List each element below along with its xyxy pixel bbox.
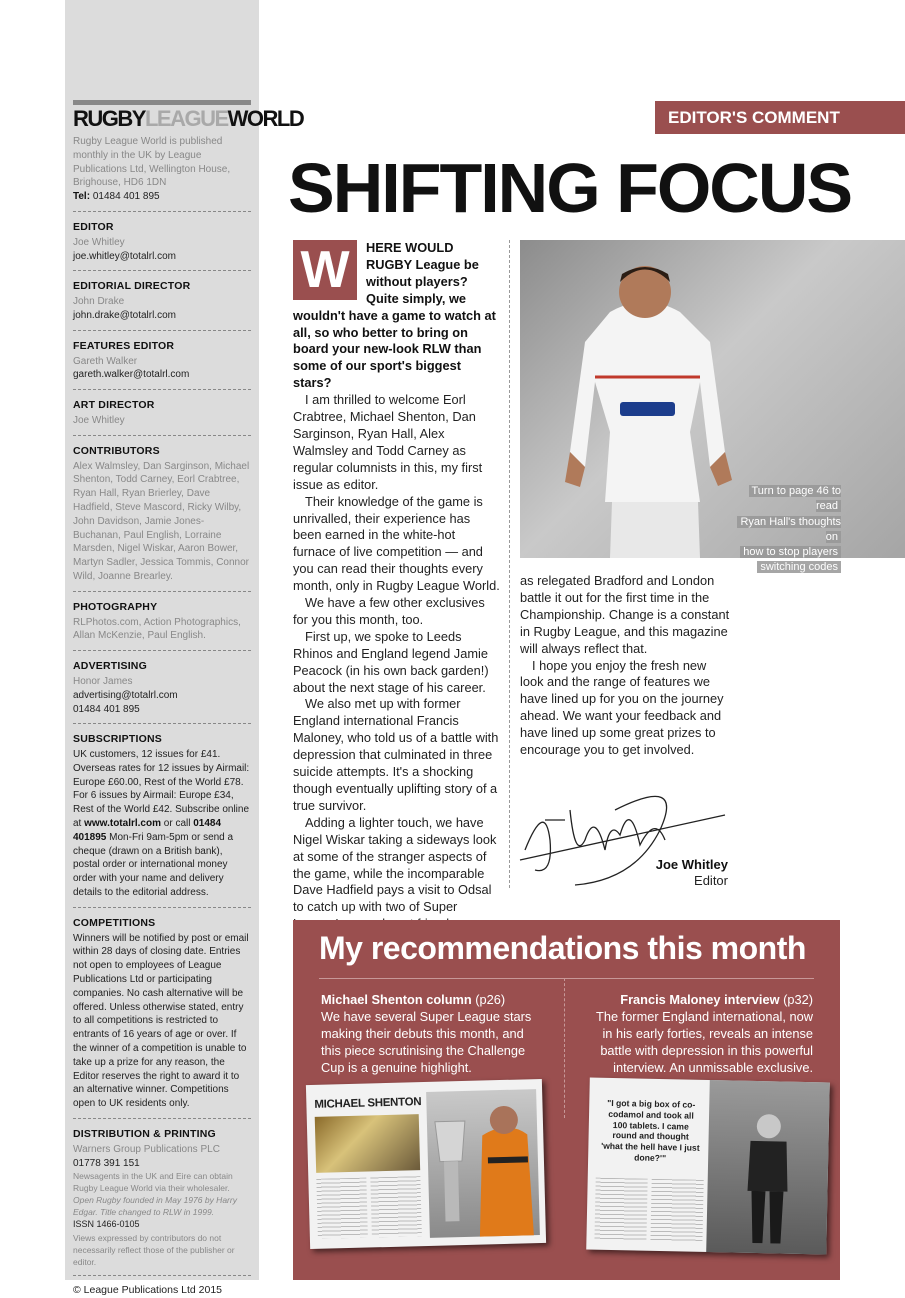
contributors-heading: CONTRIBUTORS [73, 444, 160, 457]
editor-email[interactable]: joe.whitley@totalrl.com [73, 250, 176, 262]
distribution-heading: DISTRIBUTION & PRINTING [73, 1128, 216, 1141]
subscription-website[interactable]: www.totalrl.com [84, 818, 161, 830]
magazine-logo: RUGBYLEAGUEWORLD [73, 100, 251, 130]
editor-section [73, 212, 251, 271]
advertising-name: Honor James [73, 675, 133, 687]
article-paragraph: We also met up with former England international Francis Maloney, who told us of a battle with depression that culminated in three suicide attempts. It's a shocking though eventually uplifting story of a true survivor. [293, 696, 499, 813]
recommendation-heading: Michael Shenton column [321, 992, 472, 1007]
text-columns [370, 1176, 422, 1237]
article-paragraph: Adding a lighter touch, we have Nigel Wiskar taking a sideways look at some of the stranger aspects of the game, while the incomparable Dave Hadfield pays a visit to Odsal to catch up with two of Super [293, 814, 497, 915]
drop-cap: W [293, 240, 357, 300]
crowd-photo [315, 1114, 420, 1173]
photography-section [73, 592, 251, 651]
publisher-info [73, 130, 251, 212]
maloney-photo [706, 1080, 830, 1254]
subscriptions-text: UK customers, 12 issues for £41. Overseas rates for 12 issues by Airmail: Europe £60.00, Rest of the World £78. For 6 issues by Airmail: Europe £34, Rest of the World £42. Subscribe online at www.totalrl.com or call 01484 401895 Mon-Fri 9am-5pm or send a cheque (drawn on a British bank), postal order or international money order with your name and delivery details to the editorial address. [73, 749, 250, 899]
article-paragraph: as relegated Bradford and London battle it out for the first time in the Championship. Change is a constant in Rugby League, and this magazine will always reflect that. [520, 573, 730, 656]
shenton-spread-thumbnail [306, 1079, 546, 1249]
features-editor-section [73, 331, 251, 390]
article-paragraph: I am thrilled to welcome Eorl Crabtree, Michael Shenton, Dan Sarginson, Ryan Hall, Alex Walmsley and Todd Carney as regular columnists in this, my first issue as editor. [293, 392, 483, 492]
recommendation-heading: Francis Maloney interview [620, 992, 780, 1007]
article-column-1 [293, 240, 501, 933]
photography-heading: PHOTOGRAPHY [73, 600, 158, 613]
subscriptions-heading: SUBSCRIPTIONS [73, 733, 162, 746]
article-lead: HERE WOULD RUGBY League be without players? Quite simply, we wouldn't have a game to watch at all, so who better to bring on board your new-look RLW than some of our sport's biggest stars? [293, 240, 496, 391]
advertising-section [73, 651, 251, 724]
player-trophy-illustration [426, 1089, 540, 1238]
article-paragraph: We have a few other exclusives for you this month, too. [293, 595, 485, 627]
text-columns [650, 1179, 703, 1242]
disclaimer: Views expressed by contributors do not necessarily reflect those of the publisher or editor. [73, 1233, 235, 1268]
newsagent-note: Newsagents in the UK and Eire can obtain Rugby League World via their wholesaler. [73, 1171, 233, 1194]
competitions-text: Winners will be notified by post or email within 28 days of closing date. Entries not open to employees of League Publications Ltd or participating companies. No cash alternative will be offered. Unless otherwise stated, entry to all competitions is restricted to entrants of 16 years of age or over. If the winner of a competition is unable to take up a prize for any reason, the Editor reserves the right to award it to an alternative winner. Competitions open to UK residents only. [73, 932, 249, 1110]
features-editor-email[interactable]: gareth.walker@totalrl.com [73, 369, 190, 381]
features-editor-name: Gareth Walker [73, 355, 138, 367]
player-trophy-photo [426, 1089, 540, 1238]
recommendation-text: We have several Super League stars making their debuts this month, and this piece scrutinising the Challenge Cup is a genuine highlight. [321, 1008, 532, 1075]
signature-title: Editor [694, 873, 728, 888]
signature-name: Joe Whitley [655, 857, 728, 872]
recommendation-left [321, 992, 539, 1077]
art-director-name: Joe Whitley [73, 414, 125, 426]
competitions-heading: COMPETITIONS [73, 916, 156, 929]
recommendation-page: (p32) [783, 992, 813, 1007]
spread-title: MICHAEL SHENTON [314, 1096, 422, 1111]
recommendation-right [585, 992, 813, 1077]
printer-name: Warners Group Publications PLC [73, 1143, 220, 1155]
publisher-intro: Rugby League World is published monthly in the UK by League Publications Ltd, Wellington House, Brighouse, HD6 1DN [73, 136, 231, 189]
tel-number: 01484 401 895 [92, 191, 160, 203]
player-illustration [550, 252, 740, 558]
maloney-spread-thumbnail [586, 1078, 830, 1255]
article-paragraph: First up, we spoke to Leeds Rhinos and England legend Jamie Peacock (in his own back garden!) about the next stage of his career. [293, 628, 489, 695]
features-editor-heading: FEATURES EDITOR [73, 339, 175, 352]
printer-phone: 01778 391 151 [73, 1157, 140, 1169]
article-paragraph: Their knowledge of the game is unrivalled, their experience has been earned in the white-hot furnace of live competition — and you can read their thoughts every month, only in Rugby League World. [293, 493, 500, 594]
advertising-phone: 01484 401 895 [73, 703, 140, 715]
article-paragraph: I hope you enjoy the fresh new look and the range of features we have lined up for you on the journey ahead. We want your feedback and have lined up some great prizes to encourage you to get involved. [520, 657, 724, 758]
editorial-director-section [73, 271, 251, 330]
editorial-director-heading: EDITORIAL DIRECTOR [73, 280, 191, 293]
maloney-illustration [706, 1080, 830, 1254]
advertising-heading: ADVERTISING [73, 660, 147, 673]
tel-label: Tel: [73, 191, 91, 203]
column-divider [509, 240, 510, 888]
spread-quote: "I got a big box of co-codamol and took all 100 tablets. I came round and thought 'what the hell have I just done?'" [601, 1097, 700, 1164]
section-label: EDITOR'S COMMENT [655, 101, 905, 134]
copyright: © League Publications Ltd 2015 [73, 1284, 223, 1297]
editor-heading: EDITOR [73, 220, 114, 233]
subscriptions-section [73, 724, 251, 908]
player-photo [520, 240, 905, 574]
signature-block [640, 857, 728, 889]
issn: ISSN 1466-0105 [73, 1219, 140, 1230]
recommendations-divider [564, 978, 565, 1118]
recommendations-rule [319, 978, 814, 979]
photo-caption: Turn to page 46 to read Ryan Hall's thoughts on how to stop players switching codes [721, 484, 841, 576]
subscription-phone: 01484 401895 [73, 818, 222, 843]
history-note: Open Rugby founded in May 1976 by Harry Edgar. Title changed to RLW in 1999. [73, 1195, 237, 1218]
editorial-director-email[interactable]: john.drake@totalrl.com [73, 309, 176, 321]
masthead-sidebar [65, 0, 304, 1297]
contributors-section [73, 436, 251, 592]
art-director-heading: ART DIRECTOR [73, 399, 155, 412]
text-columns [316, 1178, 368, 1239]
page-title: SHIFTING FOCUS [288, 149, 852, 227]
article-column-2 [520, 573, 732, 759]
recommendation-page: (p26) [475, 992, 506, 1007]
contributors-list: Alex Walmsley, Dan Sarginson, Michael Shenton, Todd Carney, Eorl Crabtree, Ryan Hall, Ryan Brierley, Dave Hadfield, Steve Mascord, Ricky Wilby, John Davidson, Jamie Jones-Buchanan, Paul English, Lorraine Marsden, Nigel Wiskar, Aaron Bower, Martyn Sadler, Jessica Tommis, Connor Wild, Joanne Brearley. [73, 460, 250, 582]
editorial-director-name: John Drake [73, 296, 125, 308]
competitions-section [73, 908, 251, 1119]
photography-credits: RLPhotos.com, Action Photographics, Allan McKenzie, Paul English. [73, 616, 241, 642]
editor-name: Joe Whitley [73, 236, 125, 248]
text-columns [594, 1178, 647, 1241]
art-director-section [73, 390, 251, 436]
recommendations-title: My recommendations this month [319, 930, 806, 966]
advertising-email[interactable]: advertising@totalrl.com [73, 689, 178, 701]
recommendation-text: The former England international, now in his early forties, reveals an intense battle with depression in this powerful interview. An unmissable exclusive. [596, 1008, 813, 1075]
distribution-section [73, 1119, 251, 1276]
